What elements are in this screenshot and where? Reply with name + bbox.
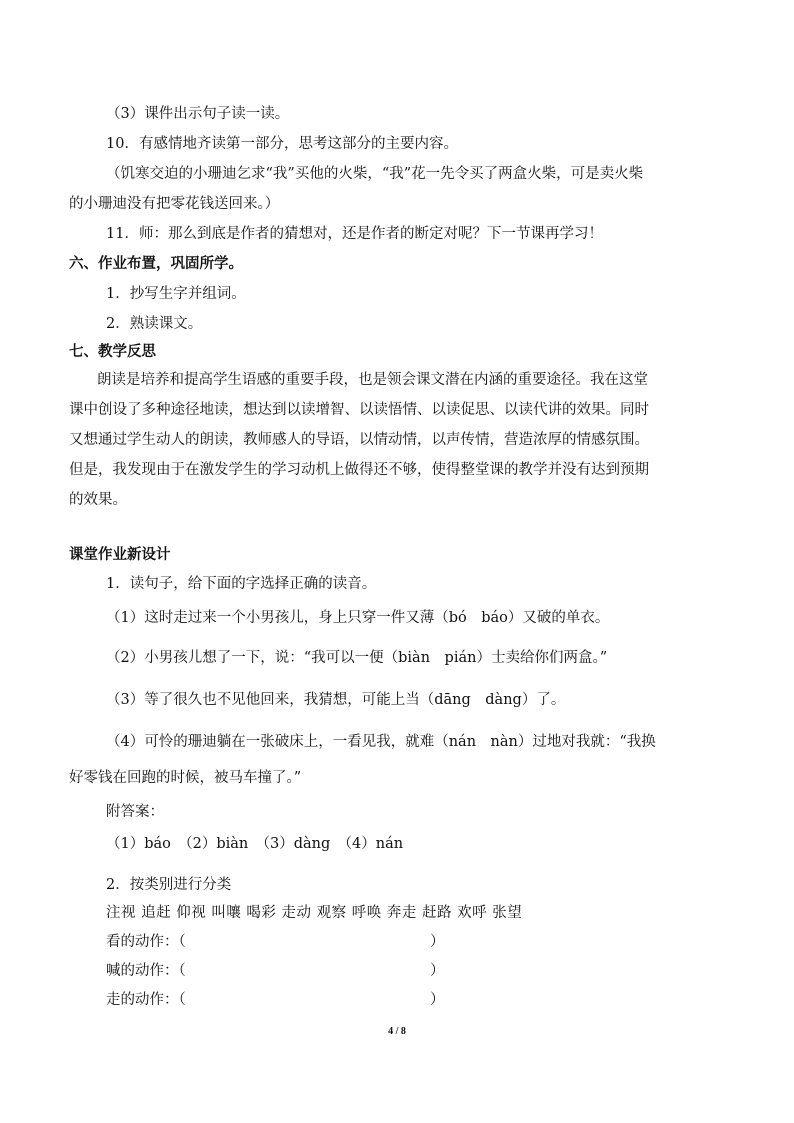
blank-close: ） — [430, 934, 445, 950]
blank-open: （ — [178, 992, 186, 1008]
homework-heading: 六、作业布置，巩固所学。 — [69, 256, 243, 272]
reflection-line-5: 的效果。 — [69, 492, 127, 508]
exercise-sentence-3: （3）等了很久也不见他回来，我猜想，可能上当（dāng dàng）了。 — [106, 692, 566, 708]
blank-close: ） — [430, 963, 445, 979]
blank-open: （ — [178, 963, 186, 979]
exercise-sentence-2: （2）小男孩儿想了一下，说：“我可以一便（biàn pián）士卖给你们两盒。” — [106, 650, 608, 666]
category-label: 走的动作： — [106, 992, 179, 1008]
word-list: 注视 追赶 仰视 叫嚷 喝彩 走动 观察 呼唤 奔走 赶路 欢呼 张望 — [106, 905, 523, 921]
exercise-heading: 课堂作业新设计 — [69, 547, 171, 563]
page-number: 4 / 8 — [388, 1026, 406, 1037]
blank-open: （ — [178, 934, 186, 950]
reflection-line-1: 朗读是培养和提高学生语感的重要手段，也是领会课文潜在内涵的重要途径。我在这堂 — [97, 372, 648, 388]
reflection-heading: 七、教学反思 — [69, 344, 156, 360]
reflection-line-2: 课中创设了多种途径地读，想达到以读增智、以读悟情、以读促思、以读代讲的效果。同时 — [69, 402, 649, 418]
exercise-sentence-1: （1）这时走过来一个小男孩儿，身上只穿一件又薄（bó báo）又破的单衣。 — [106, 610, 610, 626]
blank-close: ） — [430, 992, 445, 1008]
lesson-line-2: 10．有感情地齐读第一部分，思考这部分的主要内容。 — [106, 136, 458, 152]
exercise-sentence-4b: 好零钱在回跑的时候，被马车撞了。” — [69, 770, 302, 786]
exercise-sentence-4a: （4）可怜的珊迪躺在一张破床上，一看见我，就难（nán nàn）过地对我就：“我换 — [106, 734, 656, 750]
category-label: 喊的动作： — [106, 963, 179, 979]
homework-item-2: 2．熟读课文。 — [106, 316, 203, 332]
lesson-line-3: （饥寒交迫的小珊迪乞求“我”买他的火柴，“我”花一先令买了两盒火柴，可是卖火柴 — [106, 166, 644, 182]
answer-values: （1）báo （2）biàn （3）dàng （4）nán — [106, 836, 404, 852]
category-row-shout — [106, 961, 186, 981]
homework-item-1: 1．抄写生字并组词。 — [106, 286, 246, 302]
reflection-line-4: 但是，我发现由于在激发学生的学习动机上做得还不够，使得整堂课的教学并没有达到预期 — [69, 462, 649, 478]
reflection-line-3: 又想通过学生动人的朗读，教师感人的导语，以情动情，以声传情，营造浓厚的情感氛围。 — [69, 432, 649, 448]
category-label: 看的动作： — [106, 934, 179, 950]
exercise-q2: 2．按类别进行分类 — [106, 877, 232, 893]
exercise-q1: 1．读句子，给下面的字选择正确的读音。 — [106, 576, 377, 592]
category-row-look — [106, 932, 186, 952]
category-row-walk — [106, 990, 186, 1010]
answer-label: 附答案： — [106, 804, 164, 820]
lesson-line-5: 11．师：那么到底是作者的猜想对，还是作者的断定对呢？下一节课再学习！ — [106, 226, 603, 242]
lesson-line-1: （3）课件出示句子读一读。 — [106, 106, 290, 122]
lesson-line-4: 的小珊迪没有把零花钱送回来。） — [69, 196, 280, 212]
